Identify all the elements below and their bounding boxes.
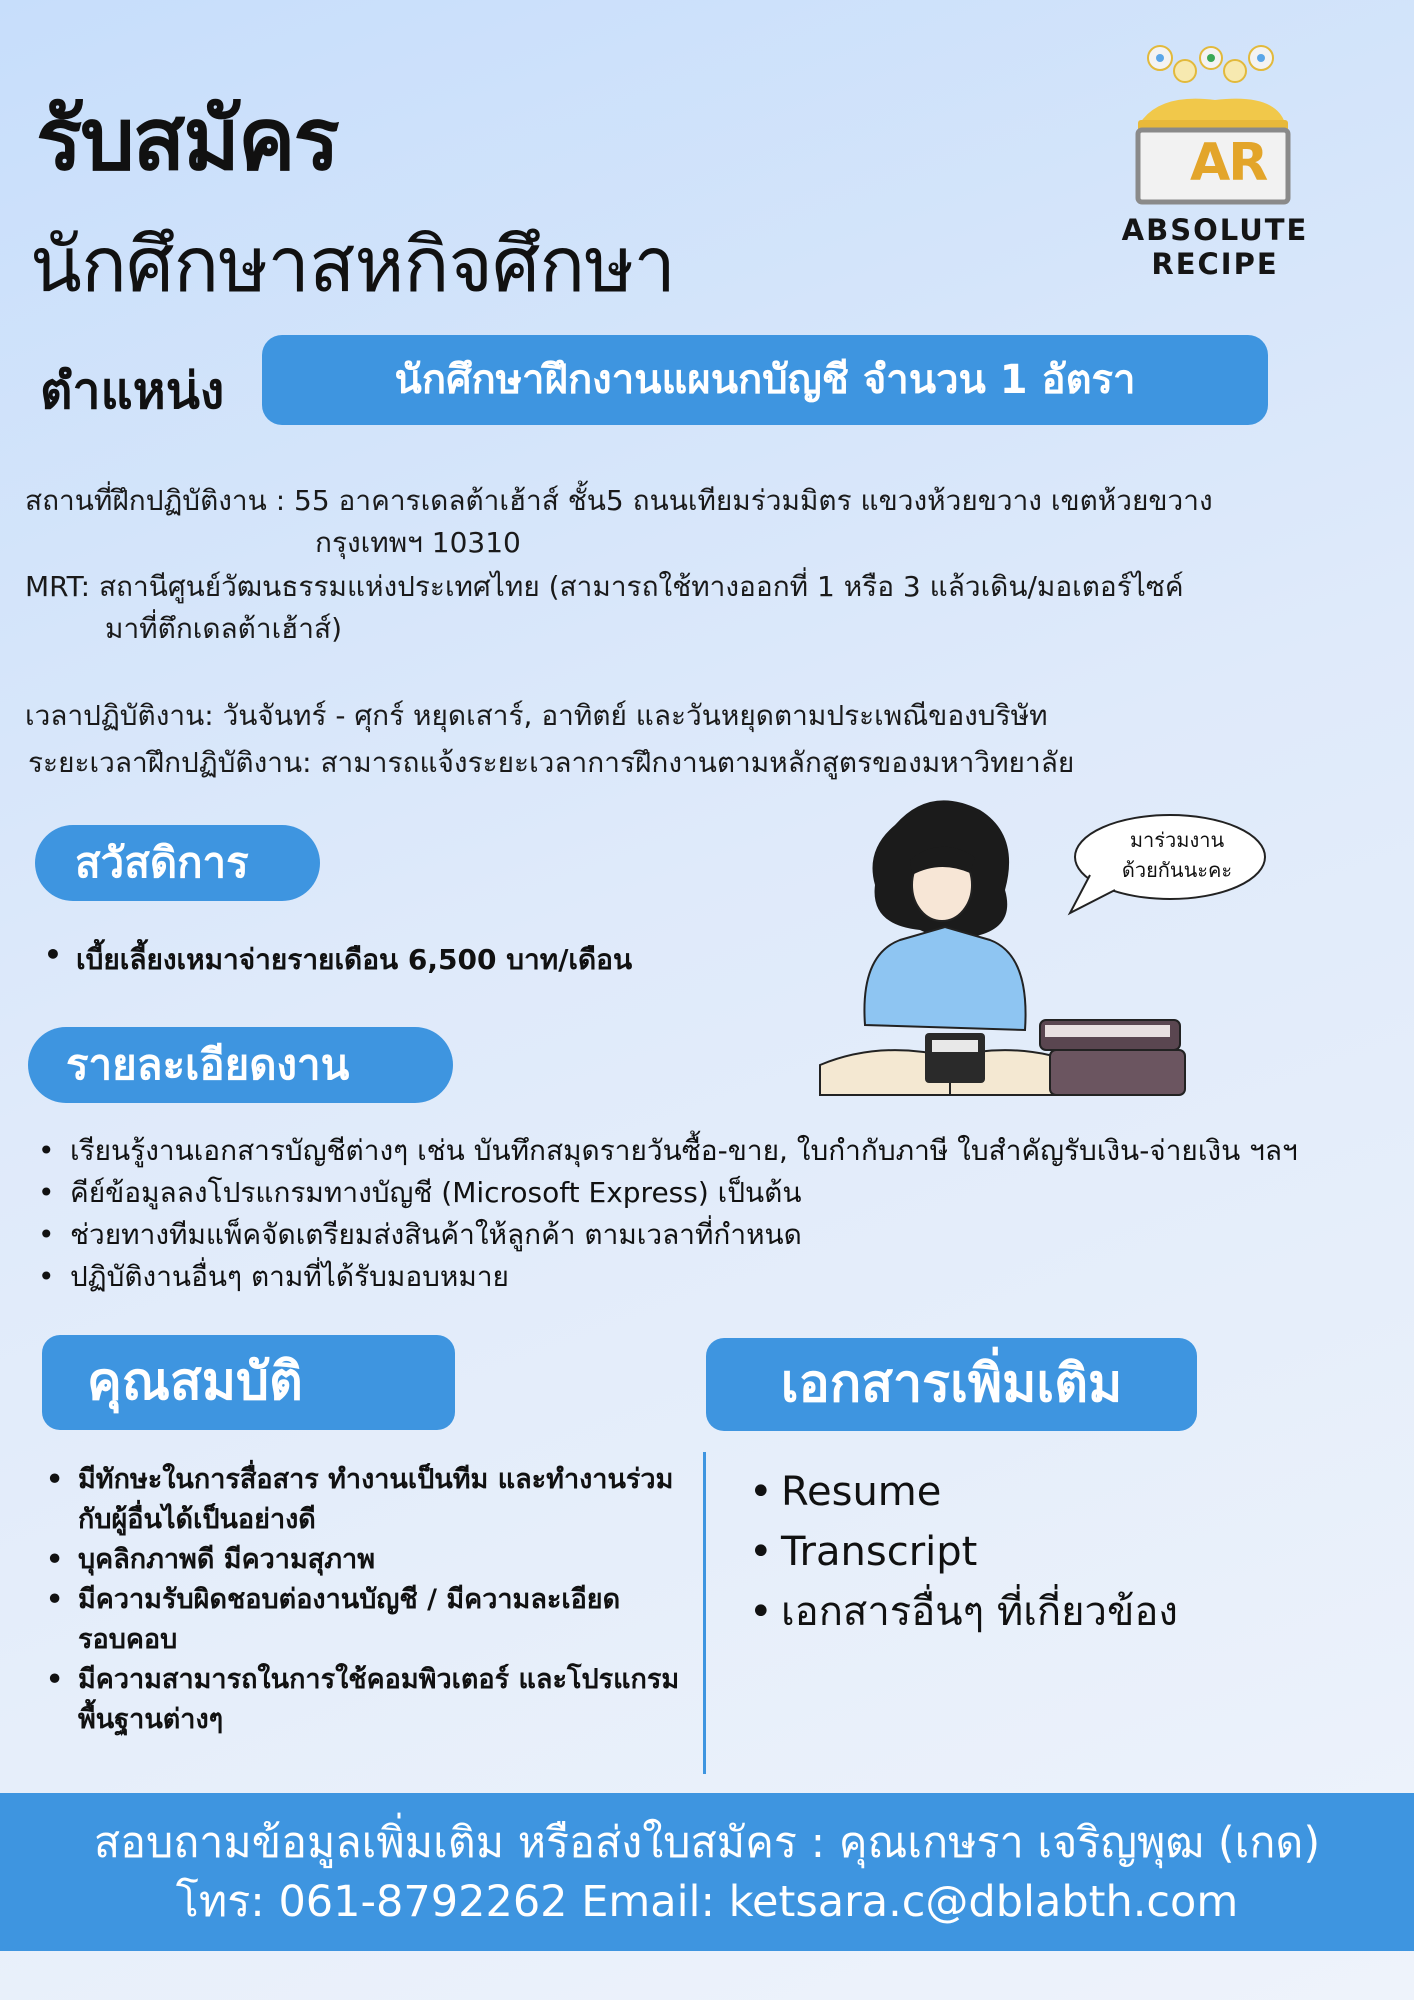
logo-monogram: AR — [1190, 133, 1267, 193]
qualifications-list — [42, 1460, 682, 1740]
list-item: • เบี้ยเลี้ยงเหมาจ่ายรายเดือน 6,500 บาท/เดือน — [40, 938, 632, 982]
phone-email-text: โทร: 061-8792262 Email: ketsara.c@dblabth.com — [175, 1877, 1239, 1927]
list-item: • ช่วยทางทีมแพ็คจัดเตรียมส่งสินค้าให้ลูกค้า ตามเวลาที่กำหนด — [34, 1214, 1298, 1256]
position-value-banner: นักศึกษาฝึกงานแผนกบัญชี จำนวน 1 อัตรา — [262, 335, 1268, 425]
welfare-heading: สวัสดิการ — [35, 825, 320, 901]
documents-list — [745, 1462, 1178, 1642]
welfare-list — [40, 938, 632, 982]
documents-heading: เอกสารเพิ่มเติม — [706, 1338, 1197, 1431]
job-details-list — [34, 1130, 1298, 1298]
location-line-2: กรุงเทพฯ 10310 — [315, 526, 521, 559]
list-item: • มีความสามารถในการใช้คอมพิวเตอร์ และโปรแกรมพื้นฐานต่างๆ — [42, 1660, 682, 1740]
list-item: • ปฏิบัติงานอื่นๆ ตามที่ได้รับมอบหมาย — [34, 1256, 1298, 1298]
contact-text: สอบถามข้อมูลเพิ่มเติม หรือส่งใบสมัคร : คุณเกษรา เจริญพุฒ (เกด) — [93, 1818, 1321, 1868]
location-line-1: สถานที่ฝึกปฏิบัติงาน : 55 อาคารเดลต้าเฮ้าส์ ชั้น5 ถนนเทียมร่วมมิตร แขวงห้วยขวาง เขตห้วยขวาง — [25, 484, 1213, 517]
mrt-line-1: MRT: สถานีศูนย์วัฒนธรรมแห่งประเทศไทย (สามารถใช้ทางออกที่ 1 หรือ 3 แล้วเดิน/มอเตอร์ไซค์ — [25, 570, 1184, 603]
qualifications-heading: คุณสมบัติ — [42, 1335, 455, 1430]
logo-brand-name: ABSOLUTE RECIPE — [1121, 213, 1309, 281]
list-item: • เอกสารอื่นๆ ที่เกี่ยวข้อง — [745, 1582, 1178, 1642]
speech-bubble-line-2: ด้วยกันนะคะ — [1121, 858, 1233, 882]
contact-footer — [0, 1793, 1414, 1951]
list-item: • มีทักษะในการสื่อสาร ทำงานเป็นทีม และทำงานร่วมกับผู้อื่นได้เป็นอย่างดี — [42, 1460, 682, 1540]
speech-bubble-text — [1087, 825, 1267, 885]
page-subtitle: นักศึกษาสหกิจศึกษา — [30, 220, 676, 309]
training-period: ระยะเวลาฝึกปฏิบัติงาน: สามารถแจ้งระยะเวลาการฝึกงานตามหลักสูตรของมหาวิทยาลัย — [28, 746, 1075, 779]
list-item: • คีย์ข้อมูลลงโปรแกรมทางบัญชี (Microsoft Express) เป็นต้น — [34, 1172, 1298, 1214]
page-title: รับสมัคร — [36, 90, 338, 190]
speech-bubble-line-1: มาร่วมงาน — [1129, 828, 1225, 852]
list-item: • เรียนรู้งานเอกสารบัญชีต่างๆ เช่น บันทึกสมุดรายวันซื้อ-ขาย, ใบกำกับภาษี ใบสำคัญรับเงิน-จ่ายเงิน ฯลฯ — [34, 1130, 1298, 1172]
list-item: • มีความรับผิดชอบต่องานบัญชี / มีความละเอียดรอบคอบ — [42, 1580, 682, 1660]
list-item: • Transcript — [745, 1522, 1178, 1582]
list-item: • Resume — [745, 1462, 1178, 1522]
position-label: ตำแหน่ง — [40, 362, 225, 420]
list-item: • บุคลิกภาพดี มีความสุภาพ — [42, 1540, 682, 1580]
company-logo — [1070, 38, 1360, 281]
job-details-heading: รายละเอียดงาน — [28, 1027, 453, 1103]
work-time: เวลาปฏิบัติงาน: วันจันทร์ - ศุกร์ หยุดเสาร์, อาทิตย์ และวันหยุดตามประเพณีของบริษัท — [25, 699, 1048, 732]
column-divider — [703, 1452, 706, 1774]
mrt-line-2: มาที่ตึกเดลต้าเฮ้าส์) — [105, 612, 342, 645]
